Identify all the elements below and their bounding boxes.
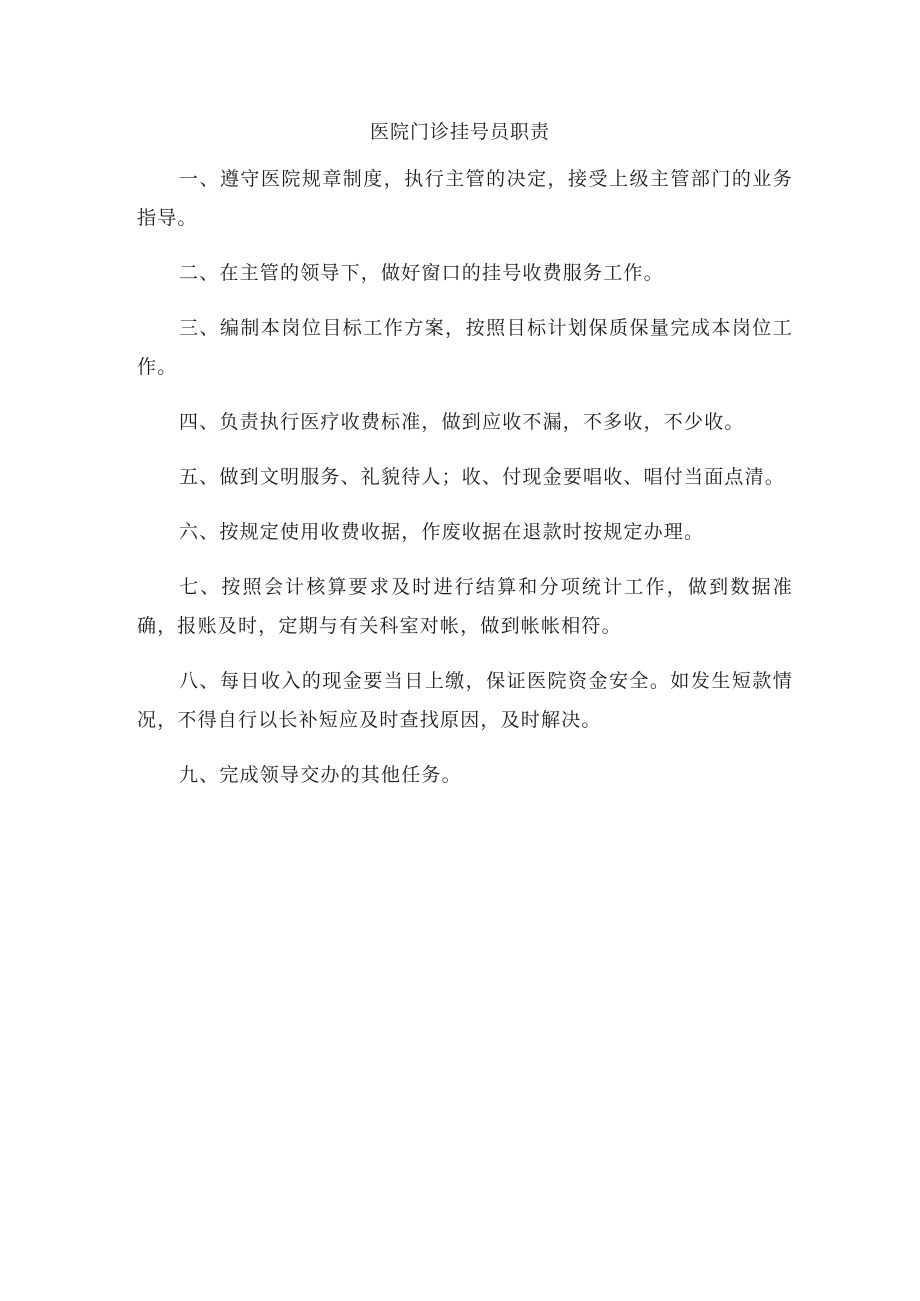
paragraph-1: 一、遵守医院规章制度，执行主管的决定，接受上级主管部门的业务指导。 — [137, 168, 793, 229]
paragraph-5: 五、做到文明服务、礼貌待人；收、付现金要唱收、唱付当面点清。 — [179, 466, 786, 488]
paragraph-9: 九、完成领导交办的其他任务。 — [179, 764, 462, 786]
paragraph-6: 六、按规定使用收费收据，作废收据在退款时按规定办理。 — [179, 521, 705, 543]
paragraph-4: 四、负责执行医疗收费标准，做到应收不漏，不多收，不少收。 — [179, 411, 745, 433]
paragraph-3: 三、编制本岗位目标工作方案，按照目标计划保质保量完成本岗位工作。 — [137, 317, 793, 378]
document-body — [137, 160, 793, 811]
paragraph-2: 二、在主管的领导下，做好窗口的挂号收费服务工作。 — [179, 262, 664, 284]
paragraph-7: 七、按照会计核算要求及时进行结算和分项统计工作，做到数据准确，报账及时，定期与有关科室对帐，做到帐帐相符。 — [137, 576, 793, 637]
paragraph-8: 八、每日收入的现金要当日上缴，保证医院资金安全。如发生短款情况，不得自行以长补短应及时查找原因，及时解决。 — [137, 670, 793, 731]
page-title: 医院门诊挂号员职责 — [369, 121, 550, 143]
